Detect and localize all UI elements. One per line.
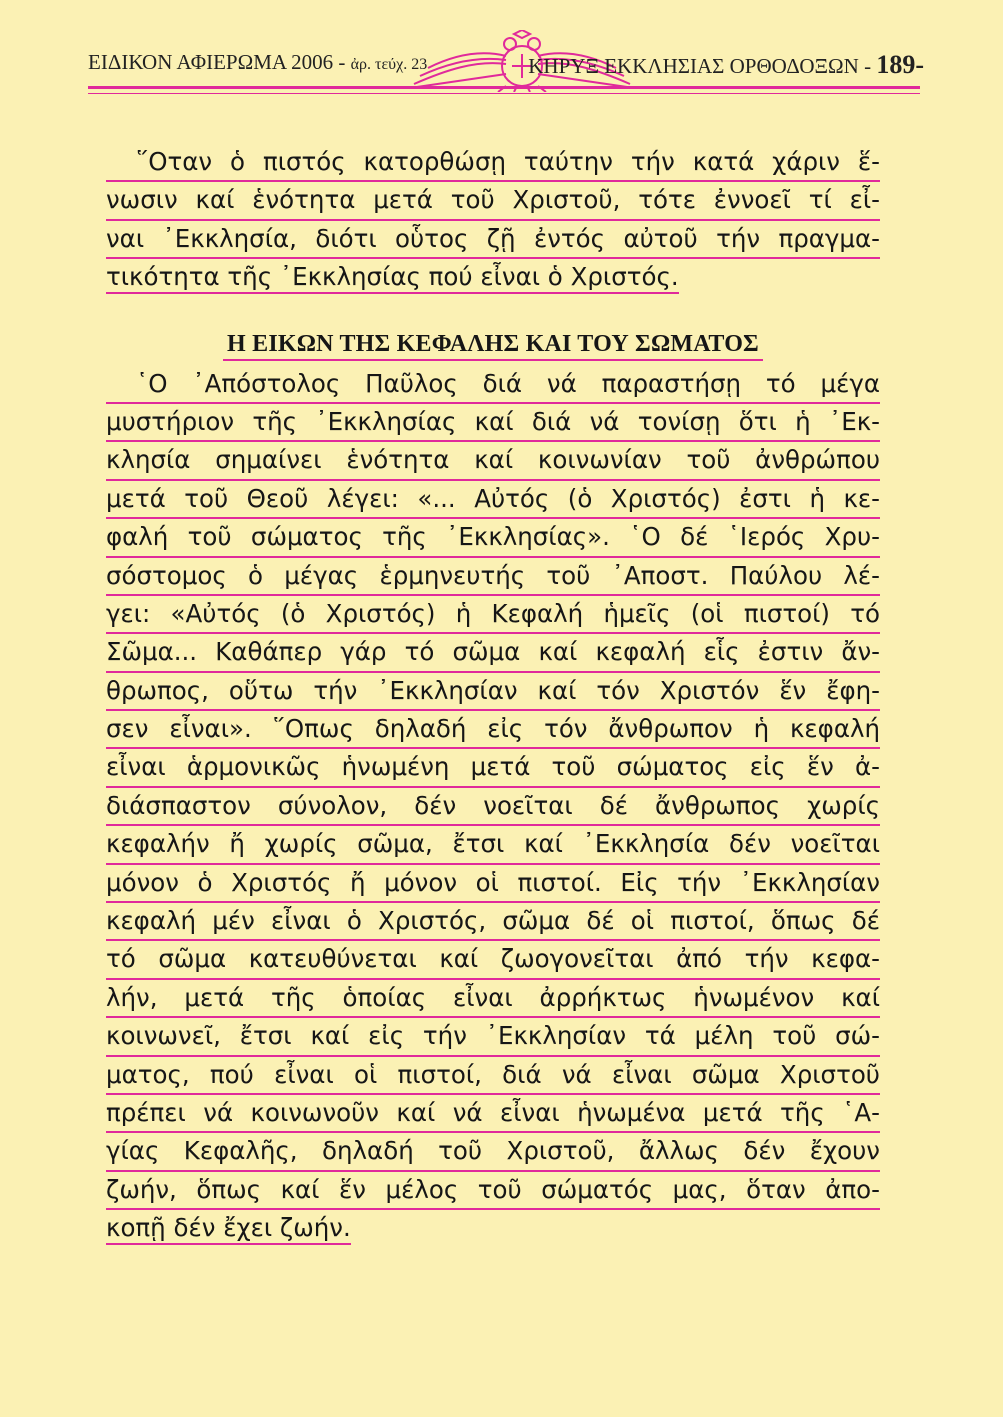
running-header: [88, 30, 928, 92]
header-rule-thin: [88, 93, 920, 94]
paragraph-1: [106, 144, 880, 296]
text-line: κεφαλή μέν εἶναι ὁ Χριστός, σῶμα δέ οἱ πιστοί, ὅπως δέ: [106, 903, 880, 941]
text-line: γίας Κεφαλῆς, δηλαδή τοῦ Χριστοῦ, ἄλλως δέν ἔχουν: [106, 1133, 880, 1171]
text-line: κοινωνεῖ, ἔτσι καί εἰς τήν ᾿Εκκλησίαν τά μέλη τοῦ σώ-: [106, 1018, 880, 1056]
header-rule-thick: [88, 86, 920, 89]
text-line: ματος, πού εἶναι οἱ πιστοί, διά νά εἶναι σῶμα Χριστοῦ: [106, 1057, 880, 1095]
header-left: [88, 50, 427, 75]
text-line: φαλή τοῦ σώματος τῆς ᾿Εκκλησίας». ῾Ο δέ ῾Ιερός Χρυ-: [106, 519, 880, 557]
text-line: διάσπαστον σύνολον, δέν νοεῖται δέ ἄνθρωπος χωρίς: [106, 788, 880, 826]
text-line: σόστομος ὁ μέγας ἑρμηνευτής τοῦ ᾿Αποστ. Παύλου λέ-: [106, 558, 880, 596]
text-line: εἶναι ἁρμονικῶς ἡνωμένη μετά τοῦ σώματος εἰς ἕν ἀ-: [106, 749, 880, 787]
text-line: Σῶμα... Καθάπερ γάρ τό σῶμα καί κεφαλή εἷς ἐστιν ἄν-: [106, 634, 880, 672]
text-line: μόνον ὁ Χριστός ἤ μόνον οἱ πιστοί. Εἰς τήν ᾿Εκκλησίαν: [106, 865, 880, 903]
text-line: τό σῶμα κατευθύνεται καί ζωογονεῖται ἀπό τήν κεφα-: [106, 941, 880, 979]
text-line: πρέπει νά κοινωνοῦν καί νά εἶναι ἡνωμένα μετά τῆς ῾Α-: [106, 1095, 880, 1133]
section-heading-text: Η ΕΙΚΩΝ ΤΗΣ ΚΕΦΑΛΗΣ ΚΑΙ ΤΟΥ ΣΩΜΑΤΟΣ: [223, 331, 763, 361]
text-line: μετά τοῦ Θεοῦ λέγει: «... Αὐτός (ὁ Χριστός) ἐστι ἡ κε-: [106, 481, 880, 519]
header-left-title: ΕΙΔΙΚΟΝ ΑΦΙΕΡΩΜΑ 2006 -: [88, 50, 346, 74]
text-line: νωσιν καί ἑνότητα μετά τοῦ Χριστοῦ, τότε ἐννοεῖ τί εἶ-: [106, 182, 880, 220]
page-number: 189-: [876, 50, 924, 79]
text-line: γει: «Αὐτός (ὁ Χριστός) ἡ Κεφαλή ἡμεῖς (οἱ πιστοί) τό: [106, 596, 880, 634]
text-line: ῞Οταν ὁ πιστός κατορθώσῃ ταύτην τήν κατά χάριν ἕ-: [106, 144, 880, 182]
text-line: θρωπος, οὕτω τήν ᾿Εκκλησίαν καί τόν Χριστόν ἕν ἔφη-: [106, 673, 880, 711]
text-line: μυστήριον τῆς ᾿Εκκλησίας καί διά νά τονίσῃ ὅτι ἡ ᾿Εκ-: [106, 404, 880, 442]
header-right-title: ΚΗΡΥΞ ΕΚΚΛΗΣΙΑΣ ΟΡΘΟΔΟΞΩΝ -: [528, 54, 872, 78]
header-issue: ἀρ. τεύχ. 23: [350, 56, 428, 73]
text-line: σεν εἶναι». ῞Οπως δηλαδή εἰς τόν ἄνθρωπον ἡ κεφαλή: [106, 711, 880, 749]
text-line-text: κοπῇ δέν ἔχει ζωήν.: [106, 1213, 351, 1245]
text-line: λήν, μετά τῆς ὁποίας εἶναι ἀρρήκτως ἡνωμένον καί: [106, 980, 880, 1018]
text-line: ζωήν, ὅπως καί ἕν μέλος τοῦ σώματός μας, ὅταν ἀπο-: [106, 1172, 880, 1210]
text-line: κλησία σημαίνει ἑνότητα καί κοινωνίαν τοῦ ἀνθρώπου: [106, 442, 880, 480]
section-heading: [106, 324, 880, 364]
text-line: ῾Ο ᾿Απόστολος Παῦλος διά νά παραστήσῃ τό μέγα: [106, 366, 880, 404]
text-line: ναι ᾿Εκκλησία, διότι οὗτος ζῇ ἐντός αὐτοῦ τήν πραγμα-: [106, 221, 880, 259]
text-line-last: [106, 259, 880, 295]
text-line: κεφαλήν ἤ χωρίς σῶμα, ἔτσι καί ᾿Εκκλησία δέν νοεῖται: [106, 826, 880, 864]
paragraph-2: [106, 366, 880, 1247]
text-line-last: [106, 1210, 880, 1246]
text-line-text: τικότητα τῆς ᾿Εκκλησίας πού εἶναι ὁ Χριστός.: [106, 262, 679, 294]
header-right: [528, 50, 924, 80]
article-body: [106, 144, 880, 1247]
